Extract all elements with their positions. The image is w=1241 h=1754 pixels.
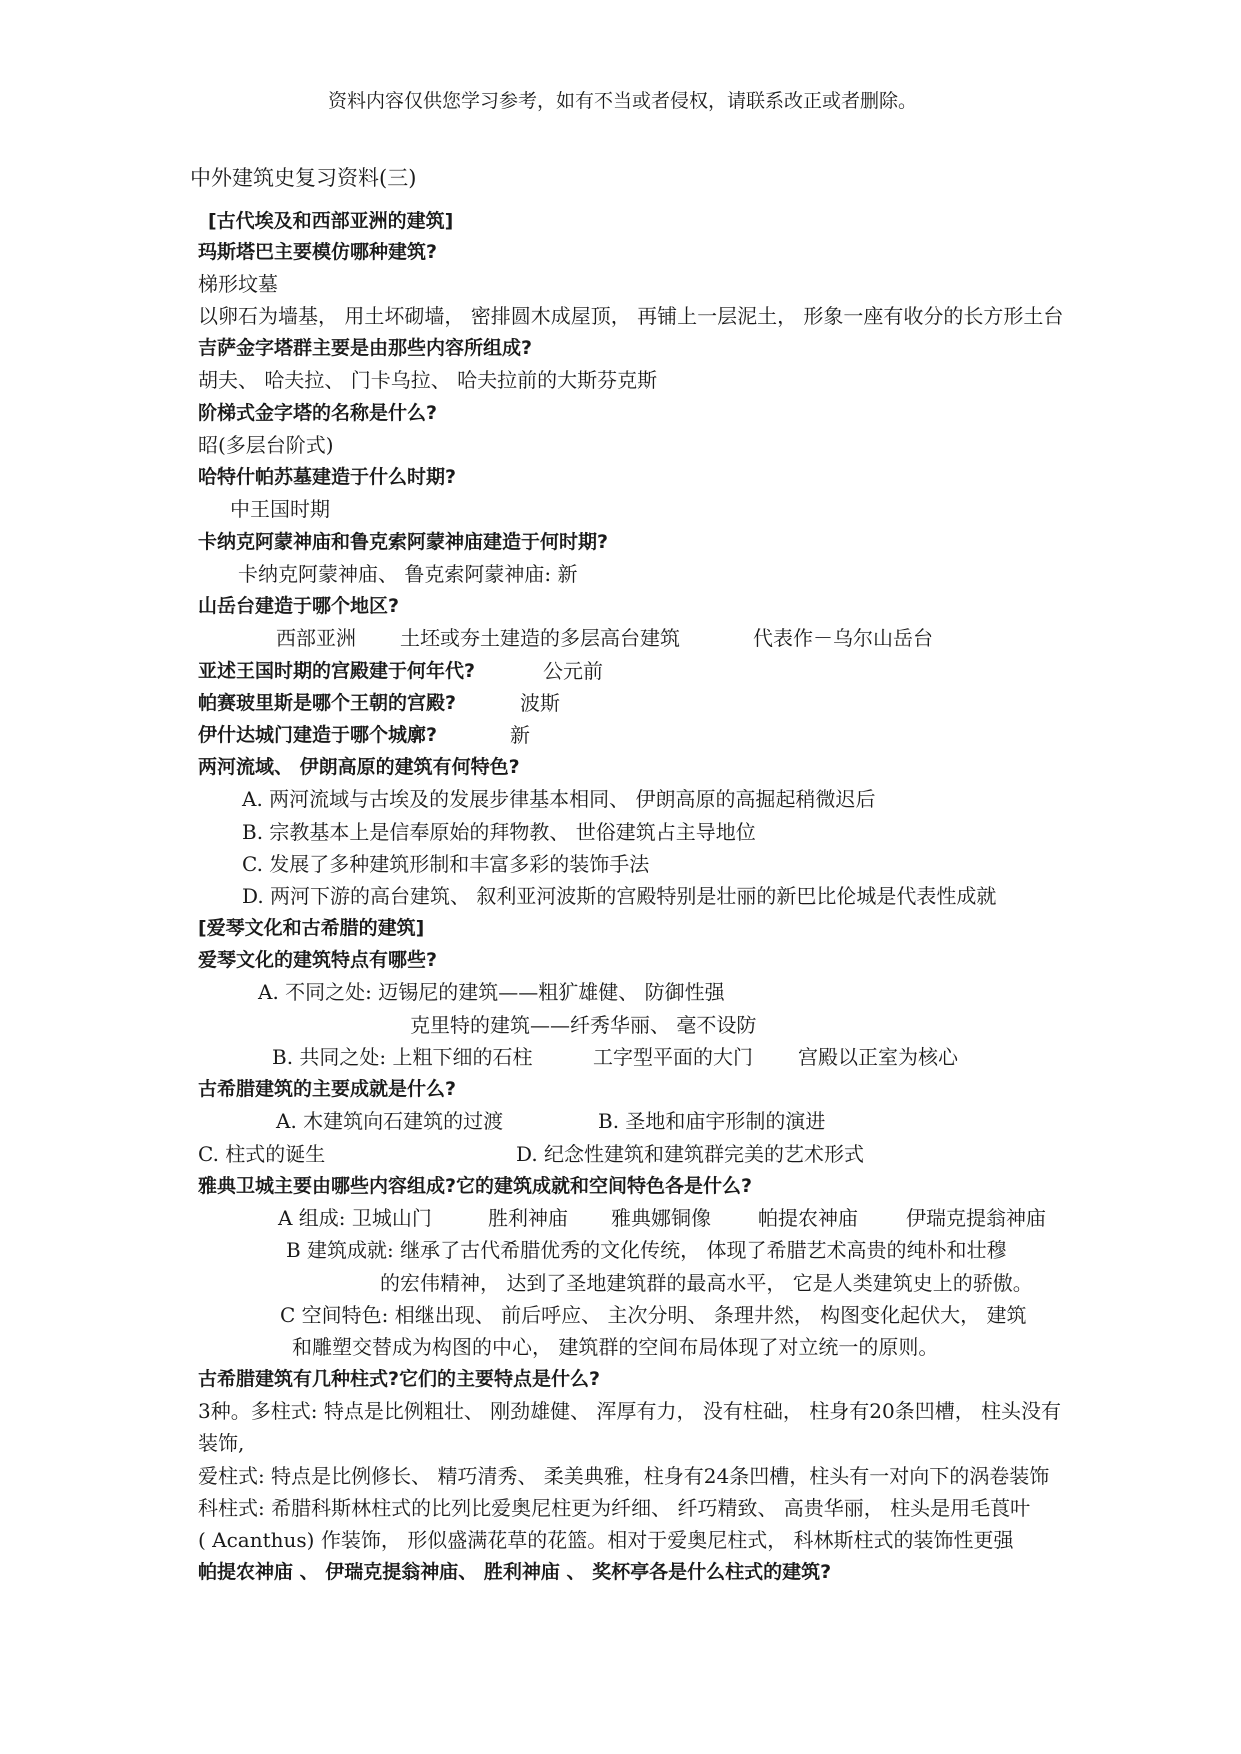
section-heading-egypt: [古代埃及和西部亚洲的建筑]	[208, 210, 454, 232]
answer-13b-line1: B 建筑成就: 继承了古代希腊优秀的文化传统， 体现了希腊艺术高贵的纯朴和壮穆	[286, 1238, 1007, 1262]
question-8: 帕赛玻里斯是哪个王朝的宫殿?	[198, 692, 457, 714]
answer-6-example: 代表作－乌尔山岳台	[753, 626, 933, 650]
answer-5: 卡纳克阿蒙神庙、 鲁克索阿蒙神庙: 新	[238, 562, 578, 586]
document-title: 中外建筑史复习资料(三)	[190, 166, 417, 190]
answer-12d: D. 纪念性建筑和建筑群完美的艺术形式	[516, 1142, 865, 1166]
question-6: 山岳台建造于哪个地区?	[198, 595, 400, 617]
answer-12b-row	[198, 1141, 1098, 1167]
question-1: 玛斯塔巴主要模仿哪种建筑?	[198, 241, 438, 263]
question-5: 卡纳克阿蒙神庙和鲁克索阿蒙神庙建造于何时期?	[198, 531, 609, 553]
answer-11c-gate: 工字型平面的大门	[593, 1045, 753, 1069]
answer-12b: B. 圣地和庙宇形制的演进	[598, 1109, 826, 1133]
answer-13a-athena: 雅典娜铜像	[611, 1206, 711, 1230]
answer-1b: 以卵石为墙基， 用土坏砌墙， 密排圆木成屋顶， 再铺上一层泥土， 形象一座有收分的长方形土台	[198, 304, 1064, 328]
question-12: 古希腊建筑的主要成就是什么?	[198, 1078, 457, 1100]
question-4: 哈特什帕苏墓建造于什么时期?	[198, 466, 457, 488]
question-3: 阶梯式金字塔的名称是什么?	[198, 402, 438, 424]
answer-13b-line2: 的宏伟精神， 达到了圣地建筑群的最高水平， 它是人类建筑史上的骄傲。	[380, 1271, 1033, 1295]
answer-6-description: 土坯或夯土建造的多层高台建筑	[400, 626, 680, 650]
answer-13c-line1: C 空间特色: 相继出现、 前后呼应、 主次分明、 条理井然， 构图变化起伏大， 建筑	[280, 1303, 1027, 1327]
answer-8: 波斯	[520, 691, 560, 715]
answer-11c-row	[198, 1044, 1098, 1070]
answer-11c-column: B. 共同之处: 上粗下细的石柱	[272, 1045, 533, 1069]
answer-2: 胡夫、 哈夫拉、 门卡乌拉、 哈夫拉前的大斯芬克斯	[198, 368, 658, 392]
question-9-row	[198, 722, 898, 748]
answer-9: 新	[510, 723, 530, 747]
answer-11c-palace: 宫殿以正室为核心	[798, 1045, 958, 1069]
answer-1a: 梯形坟墓	[198, 272, 278, 296]
question-2: 吉萨金字塔群主要是由那些内容所组成?	[198, 337, 533, 359]
question-7-row	[198, 658, 898, 684]
answer-14b: 装饰,	[198, 1431, 245, 1455]
answer-11b: 克里特的建筑——纤秀华丽、 毫不设防	[410, 1013, 757, 1037]
question-15: 帕提农神庙 、 伊瑞克提翁神庙、 胜利神庙 、 奖杯亭各是什么柱式的建筑?	[198, 1561, 832, 1583]
answer-14c: 爱柱式: 特点是比例修长、 精巧清秀、 柔美典雅，柱身有24条凹槽，柱头有一对向下的涡卷装饰	[198, 1464, 1050, 1488]
answer-13a-row	[198, 1205, 1098, 1231]
answer-4: 中王国时期	[230, 497, 330, 521]
disclaimer: 资料内容仅供您学习参考，如有不当或者侵权，请联系改正或者删除。	[328, 90, 918, 112]
answer-10d: D. 两河下游的高台建筑、 叙利亚河波斯的宫殿特别是壮丽的新巴比伦城是代表性成就	[242, 884, 997, 908]
question-7: 亚述王国时期的宫殿建于何年代?	[198, 660, 476, 682]
answer-10b: B. 宗教基本上是信奉原始的拜物教、 世俗建筑占主导地位	[242, 820, 756, 844]
answer-10c: C. 发展了多种建筑形制和丰富多彩的装饰手法	[242, 852, 650, 876]
answer-13a-parthenon: 帕提农神庙	[758, 1206, 858, 1230]
answer-13a-propylaea: A 组成: 卫城山门	[278, 1206, 432, 1230]
question-10: 两河流域、 伊朗高原的建筑有何特色?	[198, 756, 520, 778]
question-11: 爱琴文化的建筑特点有哪些?	[198, 949, 438, 971]
answer-13a-nike: 胜利神庙	[488, 1206, 568, 1230]
question-8-row	[198, 690, 898, 716]
answer-10a: A. 两河流域与古埃及的发展步律基本相同、 伊朗高原的高掘起稍微迟后	[242, 787, 876, 811]
answer-11a: A. 不同之处: 迈锡尼的建筑——粗犷雄健、 防御性强	[258, 980, 725, 1004]
answer-6-row	[198, 625, 1098, 651]
answer-14a: 3种。多柱式: 特点是比例粗壮、 刚劲雄健、 浑厚有力， 没有柱础， 柱身有20条凹槽， 柱头没有	[198, 1399, 1062, 1423]
answer-3: 昭(多层台阶式)	[198, 433, 334, 457]
answer-12a: A. 木建筑向石建筑的过渡	[276, 1109, 504, 1133]
section-heading-greece: [爱琴文化和古希腊的建筑]	[198, 917, 425, 939]
question-9: 伊什达城门建造于哪个城廓?	[198, 724, 438, 746]
answer-14e: ( Acanthus) 作装饰， 形似盛满花草的花篮。相对于爱奥尼柱式， 科林斯柱式的装饰性更强	[198, 1528, 1014, 1552]
answer-13c-line2: 和雕塑交替成为构图的中心， 建筑群的空间布局体现了对立统一的原则。	[292, 1335, 939, 1359]
answer-12a-row	[198, 1108, 1098, 1134]
question-14: 古希腊建筑有几种柱式?它们的主要特点是什么?	[198, 1368, 601, 1390]
answer-12c: C. 柱式的诞生	[198, 1142, 326, 1166]
answer-13a-erechtheion: 伊瑞克提翁神庙	[906, 1206, 1046, 1230]
answer-6-region: 西部亚洲	[276, 626, 356, 650]
question-13: 雅典卫城主要由哪些内容组成?它的建筑成就和空间特色各是什么?	[198, 1175, 753, 1197]
answer-7: 公元前	[543, 659, 603, 683]
answer-14d: 科柱式: 希腊科斯林柱式的比列比爱奥尼柱更为纤细、 纤巧精致、 高贵华丽， 柱头是用毛莨叶	[198, 1496, 1031, 1520]
